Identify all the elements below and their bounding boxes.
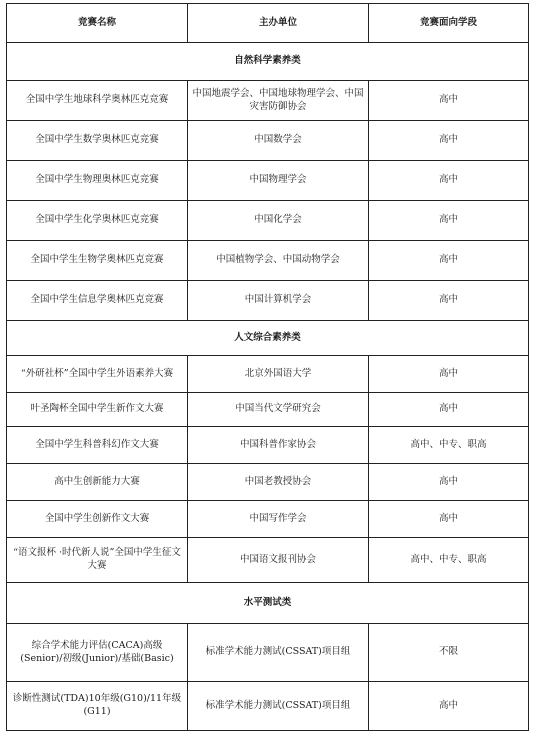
organizer: 中国老教授协会 [188,464,369,501]
school-stage: 高中 [369,81,529,121]
competition-name: “语文报杯 ·时代新人说”全国中学生征文大赛 [7,538,188,583]
competition-name: 全国中学生信息学奥林匹克竞赛 [7,281,188,321]
table-row [7,464,529,501]
table-row [7,121,529,161]
school-stage: 高中、中专、职高 [369,427,529,464]
table-row [7,501,529,538]
organizer: 标准学术能力测试(CSSAT)项目组 [188,682,369,731]
table-row [7,393,529,427]
table-row [7,682,529,731]
organizer: 中国科普作家协会 [188,427,369,464]
table-row [7,281,529,321]
section-row [7,583,529,624]
organizer: 中国物理学会 [188,161,369,201]
header-organizer: 主办单位 [188,4,369,43]
competition-name: 全国中学生数学奥林匹克竞赛 [7,121,188,161]
header-school-stage: 竞赛面向学段 [369,4,529,43]
section-title-level-test: 水平测试类 [7,583,529,624]
organizer: 标准学术能力测试(CSSAT)项目组 [188,624,369,682]
competition-name: 综合学术能力评估(CACA)高级(Senior)/初级(Junior)/基础(Basic) [7,624,188,682]
competition-name: 全国中学生物理奥林匹克竞赛 [7,161,188,201]
school-stage: 高中 [369,501,529,538]
table-row [7,241,529,281]
table-row [7,201,529,241]
section-title-humanities: 人文综合素养类 [7,321,529,356]
competition-name: 全国中学生地球科学奥林匹克竞赛 [7,81,188,121]
school-stage: 高中 [369,281,529,321]
section-title-natural-science: 自然科学素养类 [7,43,529,81]
section-row [7,321,529,356]
school-stage: 高中 [369,121,529,161]
school-stage: 高中、中专、职高 [369,538,529,583]
organizer: 中国当代文学研究会 [188,393,369,427]
school-stage: 高中 [369,682,529,731]
section-row [7,43,529,81]
organizer: 中国写作学会 [188,501,369,538]
organizer: 中国语文报刊协会 [188,538,369,583]
competition-name: 全国中学生化学奥林匹克竞赛 [7,201,188,241]
competition-name: 叶圣陶杯全国中学生新作文大赛 [7,393,188,427]
school-stage: 高中 [369,161,529,201]
school-stage: 高中 [369,393,529,427]
school-stage: 高中 [369,356,529,393]
table-row [7,356,529,393]
competition-name: 全国中学生科普科幻作文大赛 [7,427,188,464]
table-row [7,161,529,201]
organizer: 中国植物学会、中国动物学会 [188,241,369,281]
school-stage: 不限 [369,624,529,682]
table-header-row [7,4,529,43]
organizer: 中国化学会 [188,201,369,241]
competition-name: 全国中学生生物学奥林匹克竞赛 [7,241,188,281]
school-stage: 高中 [369,464,529,501]
table-row [7,81,529,121]
organizer: 中国地震学会、中国地球物理学会、中国灾害防御协会 [188,81,369,121]
competition-name: 高中生创新能力大赛 [7,464,188,501]
competition-name: 诊断性测试(TDA)10年级(G10)/11年级(G11) [7,682,188,731]
table-row [7,427,529,464]
competition-table [6,3,529,731]
organizer: 北京外国语大学 [188,356,369,393]
school-stage: 高中 [369,201,529,241]
organizer: 中国数学会 [188,121,369,161]
school-stage: 高中 [369,241,529,281]
organizer: 中国计算机学会 [188,281,369,321]
competition-name: 全国中学生创新作文大赛 [7,501,188,538]
table-row [7,538,529,583]
competition-name: “外研社杯”全国中学生外语素养大赛 [7,356,188,393]
header-competition-name: 竞赛名称 [7,4,188,43]
table-row [7,624,529,682]
